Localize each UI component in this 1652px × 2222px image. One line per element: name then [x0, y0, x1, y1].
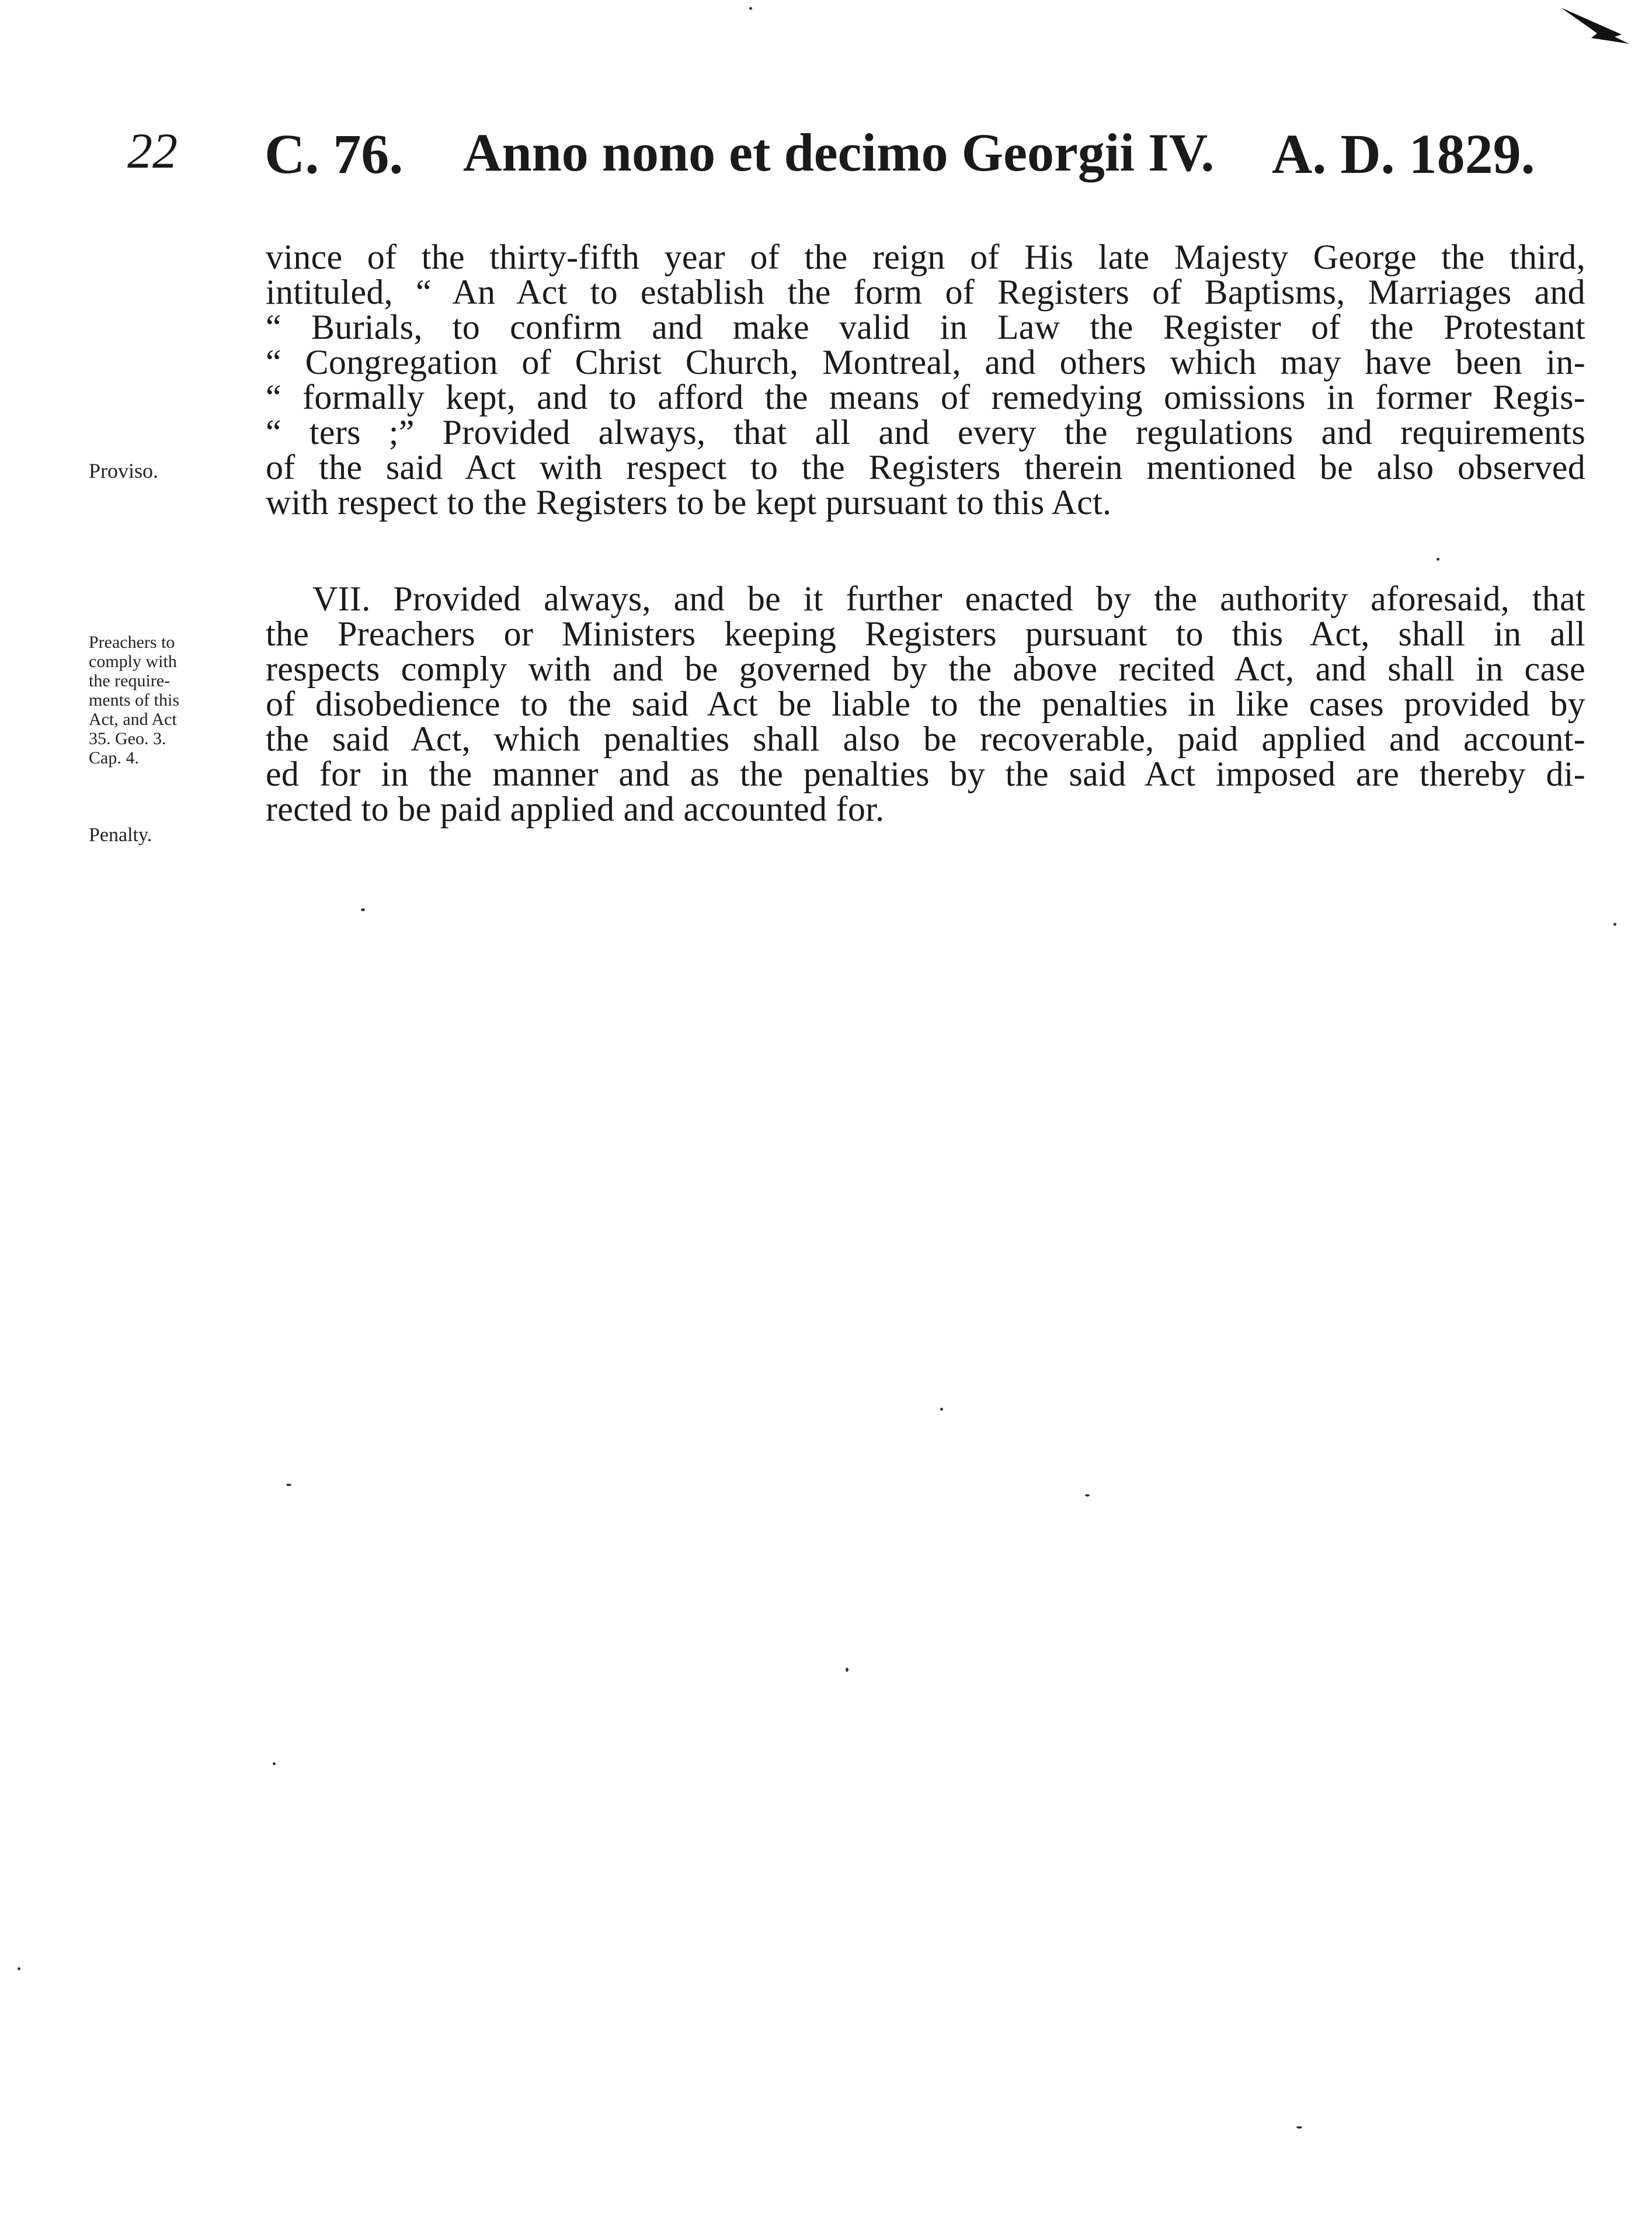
section-vii	[266, 581, 1585, 827]
text-line: with respect to the Registers to be kept pursuant to this Act.	[266, 483, 1112, 522]
scan-speck	[846, 1668, 848, 1672]
chapter-number: C. 76.	[265, 123, 404, 185]
text-line: respects comply with and be governed by the above recited Act, and shall in case	[266, 650, 1585, 688]
margin-note-line: Act, and Act	[89, 710, 177, 729]
scan-speck	[749, 7, 752, 10]
margin-note-proviso: Proviso.	[89, 459, 159, 482]
margin-note-line: Cap. 4.	[89, 748, 139, 768]
margin-note-line: comply with	[89, 652, 177, 671]
text-line: “ ters ;” Provided always, that all and every the regulations and requirements	[266, 413, 1585, 452]
scan-speck	[1437, 558, 1439, 561]
scan-speck	[1085, 1494, 1090, 1497]
scan-speck	[18, 1967, 20, 1970]
text-line: of the said Act with respect to the Registers therein mentioned be also observed	[266, 448, 1585, 487]
margin-note-preachers	[89, 633, 244, 768]
text-line: vince of the thirty-fifth year of the reign of His late Majesty George the third,	[266, 238, 1585, 276]
text-line: the Preachers or Ministers keeping Registers pursuant to this Act, shall in all	[266, 614, 1585, 653]
running-header	[127, 121, 1587, 203]
scan-speck	[286, 1484, 291, 1486]
text-line: ed for in the manner and as the penalties by the said Act imposed are thereby di-	[266, 755, 1585, 793]
text-line: rected to be paid applied and accounted for.	[266, 790, 885, 828]
text-line: VII. Provided always, and be it further enacted by the authority aforesaid, that	[312, 579, 1585, 618]
scan-corner-mark	[1556, 3, 1632, 55]
text-line: intituled, “ An Act to establish the form of Registers of Baptisms, Marriages and	[266, 273, 1585, 311]
paragraph-continuation	[266, 239, 1585, 520]
year-of-act: A. D. 1829.	[1272, 123, 1535, 185]
scan-speck	[1613, 923, 1616, 926]
scan-speck	[940, 1408, 943, 1411]
margin-note-line: 35. Geo. 3.	[89, 729, 166, 748]
text-line: of disobedience to the said Act be liable to the penalties in like cases provided by	[266, 685, 1585, 723]
text-line: “ Congregation of Christ Church, Montreal, and others which may have been in-	[266, 343, 1585, 381]
text-line: the said Act, which penalties shall also be recoverable, paid applied and account-	[266, 720, 1585, 758]
margin-note-line: ments of this	[89, 690, 179, 710]
margin-note-penalty: Penalty.	[89, 824, 152, 846]
scan-speck	[361, 908, 365, 911]
margin-note-line: Preachers to	[89, 633, 175, 652]
text-line: “ formally kept, and to afford the means of remedying omissions in former Regis-	[266, 378, 1585, 416]
scan-speck	[1296, 2126, 1302, 2129]
scan-speck	[273, 1762, 276, 1765]
margin-note-line: the require-	[89, 671, 171, 690]
regnal-title: Anno nono et decimo Georgii IV.	[463, 123, 1215, 182]
text-line: “ Burials, to confirm and make valid in Law the Register of the Protestant	[266, 308, 1585, 346]
page-number: 22	[127, 123, 178, 179]
